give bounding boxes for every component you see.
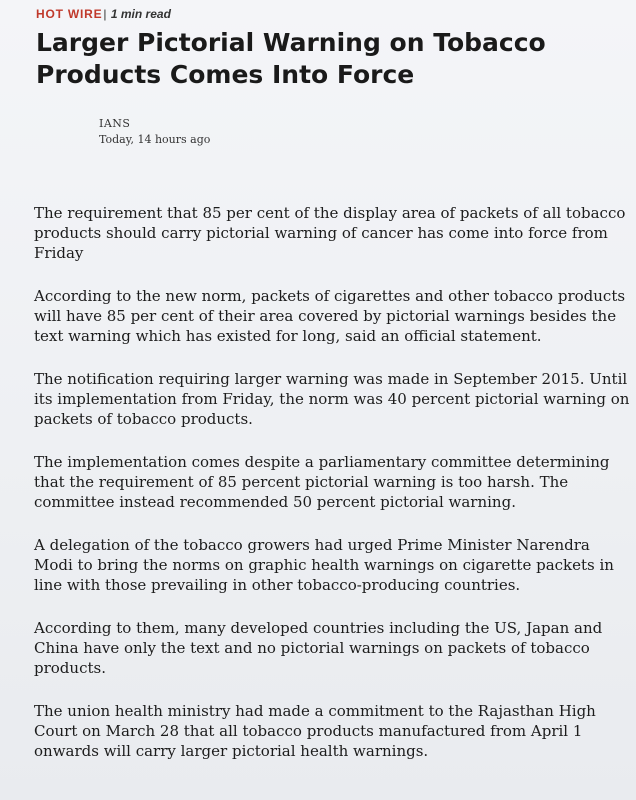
- publish-time: Today, 14 hours ago: [99, 133, 211, 146]
- body-paragraph: A delegation of the tobacco growers had urged Prime Minister Narendra Modi to bring the norms on graphic health warnings on cigarette packets in line with those prevailing in other tobacco-producing countries.: [34, 536, 614, 594]
- author-name[interactable]: IANS: [99, 117, 131, 130]
- body-paragraph: According to the new norm, packets of cigarettes and other tobacco products will have 85 per cent of their area covered by pictorial warnings besides the text warning which has existed for long, said an official statement.: [34, 287, 626, 345]
- body-paragraph: The implementation comes despite a parliamentary committee determining that the requirement of 85 percent pictorial warning is too harsh. The committee instead recommended 50 percent pictorial warning.: [34, 453, 610, 511]
- body-paragraph: According to them, many developed countries including the US, Japan and China have only the text and no pictorial warnings on packets of tobacco products.: [34, 619, 603, 677]
- body-paragraph: The requirement that 85 per cent of the display area of packets of all tobacco products should carry pictorial warning of cancer has come into force from Friday: [34, 204, 626, 262]
- article-kicker: [36, 6, 171, 22]
- kicker-separator: |: [103, 7, 107, 21]
- read-time: 1 min read: [110, 7, 171, 21]
- body-paragraph: The union health ministry had made a commitment to the Rajasthan High Court on March 28 that all tobacco products manufactured from April 1 onwards will carry larger pictorial health warnings.: [34, 702, 596, 760]
- body-paragraph: The notification requiring larger warning was made in September 2015. Until its implementation from Friday, the norm was 40 percent pictorial warning on packets of tobacco products.: [34, 370, 630, 428]
- byline: [99, 116, 210, 148]
- article-headline: Larger Pictorial Warning on Tobacco Products Comes Into Force: [36, 28, 546, 89]
- article-body: [34, 203, 630, 784]
- section-label[interactable]: HOT WIRE: [36, 7, 103, 21]
